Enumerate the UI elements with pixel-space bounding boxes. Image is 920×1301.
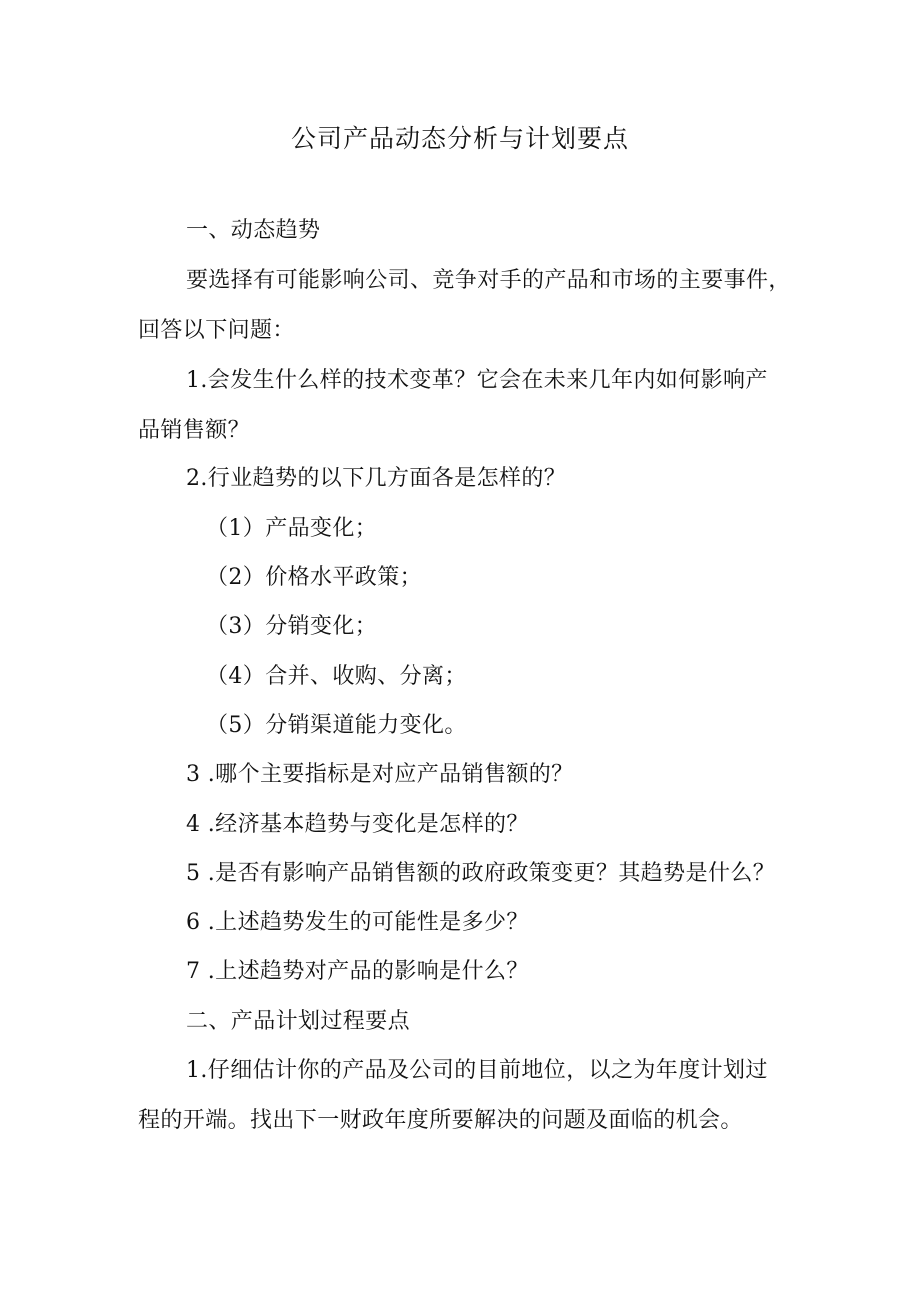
section-heading-trends: 一、动态趋势: [186, 218, 321, 243]
question-1-line: 品销售额？: [138, 418, 251, 443]
question-5: 5 .是否有影响产品销售额的政府政策变更？其趋势是什么？: [186, 861, 776, 886]
paragraph-line: 回答以下问题：: [138, 318, 295, 343]
sub-item-5: （5）分销渠道能力变化。: [206, 713, 467, 738]
sub-item-1: （1）产品变化；: [206, 516, 378, 541]
paragraph-line: 程的开端。找出下一财政年度所要解决的问题及面临的机会。: [138, 1108, 743, 1133]
sub-item-2: （2）价格水平政策；: [206, 565, 422, 590]
question-3: 3 .哪个主要指标是对应产品销售额的？: [186, 762, 574, 787]
question-2: 2.行业趋势的以下几方面各是怎样的？: [186, 466, 567, 491]
section-heading-planning: 二、产品计划过程要点: [186, 1009, 411, 1034]
paragraph-line: 要选择有可能影响公司、竞争对手的产品和市场的主要事件，: [186, 268, 791, 293]
paragraph-line: 1.仔细估计你的产品及公司的目前地位，以之为年度计划过: [186, 1058, 768, 1083]
question-4: 4 .经济基本趋势与变化是怎样的？: [186, 812, 529, 837]
document-title: 公司产品动态分析与计划要点: [290, 124, 629, 153]
question-6: 6 .上述趋势发生的可能性是多少？: [186, 910, 529, 935]
question-7: 7 .上述趋势对产品的影响是什么？: [186, 959, 529, 984]
sub-item-3: （3）分销变化；: [206, 614, 378, 639]
question-1-line: 1.会发生什么样的技术变革？它会在未来几年内如何影响产: [186, 368, 768, 393]
sub-item-4: （4）合并、收购、分离；: [206, 664, 467, 689]
